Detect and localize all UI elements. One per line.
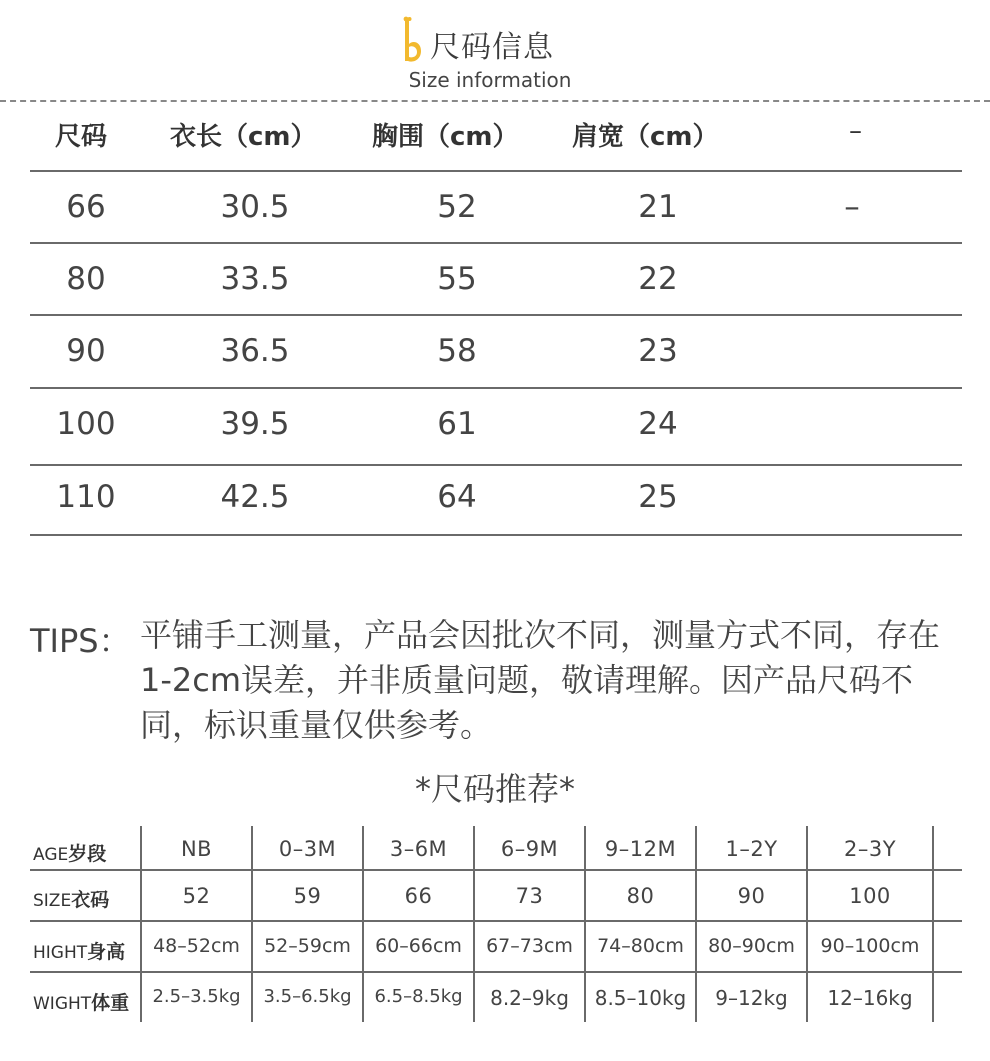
table-cell: 74–80cm (597, 935, 684, 957)
table-cell: 1–2Y (725, 837, 778, 861)
table-cell: 9–12M (604, 837, 677, 861)
table-rule (30, 971, 962, 973)
col-header-length: 衣长（cm） (170, 122, 317, 152)
table-cell: 3–6M (389, 837, 448, 861)
table-cell: 73 (515, 884, 544, 908)
table-cell: 80–90cm (708, 935, 795, 957)
table-cell: 110 (56, 479, 116, 515)
table-cell: 21 (638, 189, 678, 225)
table-rule (30, 464, 962, 466)
table-cell: 23 (638, 333, 678, 369)
table-cell: 30.5 (220, 189, 290, 225)
tips-text: 平铺手工测量，产品会因批次不同，测量方式不同，存在1-2cm误差，并非质量问题，敬请理解。因产品尺码不同，标识重量仅供参考。 (140, 616, 941, 744)
row-label-size (33, 885, 109, 912)
table-cell: 59 (293, 884, 322, 908)
col-header-chest: 胸围（cm） (372, 122, 519, 152)
table-cell: 80 (626, 884, 655, 908)
table-cell: NB (180, 837, 213, 861)
subtitle-text: Size information (408, 68, 572, 92)
table-cell: 33.5 (220, 261, 290, 297)
table-cell: 42.5 (220, 479, 290, 515)
table-cell: 6–9M (500, 837, 559, 861)
row-label-en: HIGHT (33, 943, 88, 963)
row-label-en: SIZE (33, 891, 72, 911)
table-cell: 2.5–3.5kg (152, 986, 241, 1007)
table-cell: 90 (737, 884, 766, 908)
table-cell: 25 (638, 479, 678, 515)
table-cell: 60–66cm (375, 935, 462, 957)
table-rule (30, 534, 962, 536)
table-rule (30, 920, 962, 922)
table-cell: 2–3Y (843, 837, 897, 861)
table-cell: 55 (437, 261, 477, 297)
col-header-extra: – (849, 116, 862, 146)
table-cell: 66 (66, 189, 106, 225)
row-label-cn: 身高 (87, 941, 126, 963)
table-cell: 48–52cm (153, 935, 240, 957)
row-label-age (33, 839, 106, 866)
table-cell: 39.5 (220, 406, 290, 442)
table-cell: 80 (66, 261, 106, 297)
col-header-shoulder: 肩宽（cm） (572, 122, 719, 152)
table-cell: 52–59cm (264, 935, 351, 957)
table-cell: 3.5–6.5kg (263, 986, 352, 1007)
recommend-title: *尺码推荐* (414, 770, 575, 808)
table-cell: 90 (66, 333, 106, 369)
table-rule (30, 314, 962, 316)
table-cell: 0–3M (278, 837, 337, 861)
table-cell: 52 (182, 884, 211, 908)
page-subtitle (0, 68, 990, 92)
table-cell: 100 (849, 884, 891, 908)
table-cell: 90–100cm (820, 935, 920, 957)
row-label-en: AGE (33, 845, 69, 865)
table-cell: 36.5 (220, 333, 290, 369)
page-title: 尺码信息 (430, 30, 554, 65)
table-cell: 100 (56, 406, 116, 442)
row-label-en: WIGHT (33, 994, 92, 1014)
table-rule (30, 869, 962, 871)
table-rule (932, 826, 934, 1022)
table-cell: 8.2–9kg (490, 986, 569, 1010)
table-cell: 9–12kg (715, 986, 788, 1010)
table-rule (30, 387, 962, 389)
table-cell: 22 (638, 261, 678, 297)
table-cell: 12–16kg (827, 986, 913, 1010)
table-cell: 64 (437, 479, 477, 515)
row-label-height (33, 937, 125, 964)
col-header-size: 尺码 (55, 122, 108, 152)
table-cell: 24 (638, 406, 678, 442)
table-cell: 58 (437, 333, 477, 369)
giraffe-icon (400, 16, 424, 64)
table-cell: 52 (437, 189, 477, 225)
table-cell: 6.5–8.5kg (374, 986, 463, 1007)
tips-label: TIPS： (30, 622, 131, 660)
dashed-divider (0, 100, 990, 102)
table-cell: – (844, 189, 860, 225)
row-label-cn: 衣码 (71, 889, 110, 911)
row-label-cn: 岁段 (68, 843, 107, 865)
table-rule (30, 170, 962, 172)
table-cell: 66 (404, 884, 433, 908)
table-cell: 67–73cm (486, 935, 573, 957)
table-cell: 8.5–10kg (594, 986, 687, 1010)
table-rule (30, 242, 962, 244)
row-label-weight (33, 988, 129, 1015)
table-cell: 61 (437, 406, 477, 442)
row-label-cn: 体重 (91, 992, 130, 1014)
